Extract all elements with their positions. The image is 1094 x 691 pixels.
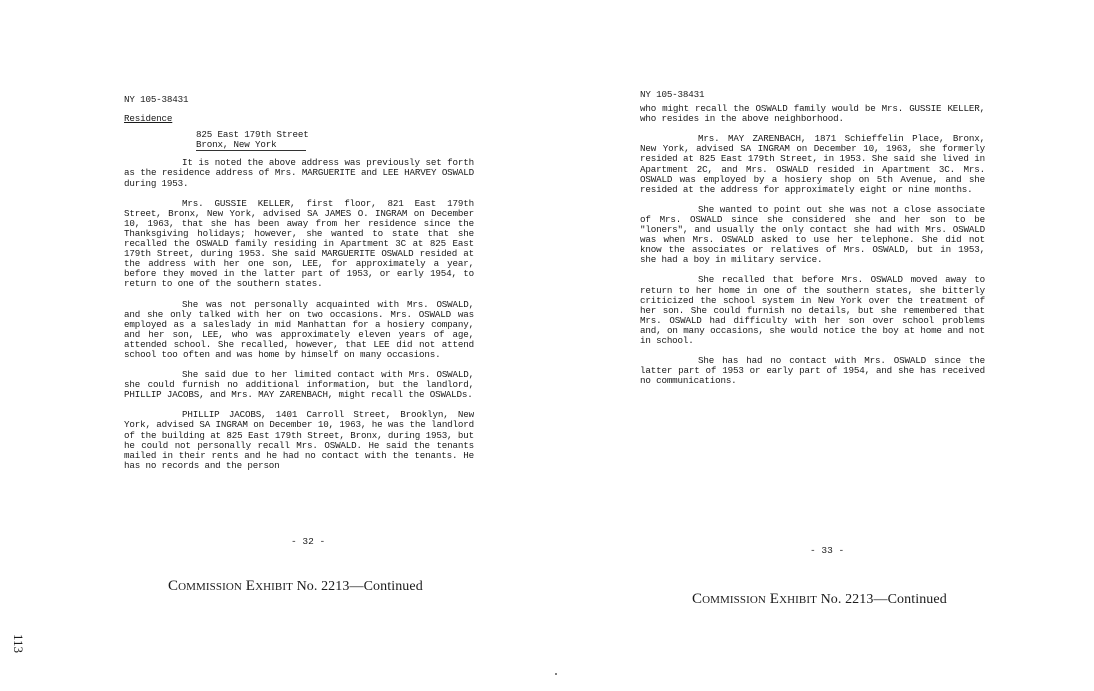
exhibit-caption-prefix: Commission Exhibit — [692, 591, 817, 607]
address-line-1: 825 East 179th Street — [196, 129, 309, 141]
exhibit-caption — [692, 591, 947, 608]
paragraph: She recalled that before Mrs. OSWALD moved away to return to her home in one of the southern states, she bitterly criticized the school system in New York over the treatment of her son. She could furnish no details, but she remembered that Mrs. OSWALD had difficulty with her son over school problems and, on many occasions, she would notice the boy at home and not in school. — [640, 274, 985, 346]
page-number: - 33 - — [810, 545, 845, 556]
paragraph: She said due to her limited contact with Mrs. OSWALD, she could furnish no additional information, but the landlord, PHILLIP JACOBS, and Mrs. MAY ZARENBACH, might recall the OSWALDs. — [124, 369, 474, 401]
exhibit-caption — [168, 578, 423, 595]
file-reference: NY 105-38431 — [124, 94, 189, 105]
continuation-paragraph: who might recall the OSWALD family would be Mrs. GUSSIE KELLER, who resides in the above neighborhood. — [640, 103, 985, 125]
paragraph: Mrs. GUSSIE KELLER, first floor, 821 East 179th Street, Bronx, New York, advised SA JAMES O. INGRAM on December 10, 1963, that she has been away from her residence since the Thanksgiving holidays; however, she wanted to state that she recalled the OSWALD family residing in Apartment 3C at 825 East 179th Street, during 1953. She said MARGUERITE OSWALD resided at the address with her one son, LEE, for approximately a year, before they moved in the latter part of 1953, or early 1954, to return to one of the southern states. — [124, 197, 474, 290]
address-line-2: Bronx, New York — [196, 140, 306, 151]
paragraph: She has had no contact with Mrs. OSWALD since the latter part of 1953 or early part of 1954, and she has received no communications. — [640, 355, 985, 387]
exhibit-caption-prefix: Commission Exhibit — [168, 578, 293, 594]
right-page — [640, 90, 985, 396]
section-heading: Residence — [124, 113, 173, 125]
exhibit-caption-suffix: No. 2213—Continued — [296, 579, 423, 594]
paragraph: She wanted to point out she was not a close associate of Mrs. OSWALD since she considered she and her son to be "loners", and usually the only contact she had with Mrs. OSWALD was when Mrs. OSWALD asked to use her telephone. She did not know the associates or relatives of Mrs. OSWALD, but in 1953, she had a boy in military service. — [640, 203, 985, 266]
paragraph: Mrs. MAY ZARENBACH, 1871 Schieffelin Place, Bronx, New York, advised SA INGRAM on December 10, 1963, she formerly resided at 825 East 179th Street, in 1953. She said she lived in Apartment 2C, and Mrs. OSWALD resided in Apartment 3C. Mrs. OSWALD was employed by a hosiery shop on 5th Avenue, and she resided at the address for approximately eight or nine months. — [640, 133, 985, 195]
paragraph: She was not personally acquainted with Mrs. OSWALD, and she only talked with her on two occasions. Mrs. OSWALD was employed as a saleslady in mid Manhattan for a hosiery company, and her son, LEE, who was approximately eleven years of age, attended school. She recalled, however, that LEE did not attend school too often and was home by himself on many occasions. — [124, 298, 474, 360]
volume-page-number: 113 — [11, 634, 26, 654]
paragraph: It is noted the above address was previously set forth as the residence address of Mrs. MARGUERITE and LEE HARVEY OSWALD during 1953. — [124, 157, 474, 189]
page-number: - 32 - — [291, 536, 326, 547]
file-reference: NY 105-38431 — [640, 89, 705, 100]
paragraph: PHILLIP JACOBS, 1401 Carroll Street, Brooklyn, New York, advised SA INGRAM on December 10, 1963, he was the landlord of the building at 825 East 179th Street, Bronx, during 1953, but he could not personally recall Mrs. OSWALD. He said the tenants mailed in their rents and he had no contact with the tenants. He has no records and the person — [124, 409, 474, 471]
exhibit-caption-suffix: No. 2213—Continued — [820, 592, 947, 607]
scan-speck — [555, 673, 557, 675]
left-page — [124, 95, 474, 481]
